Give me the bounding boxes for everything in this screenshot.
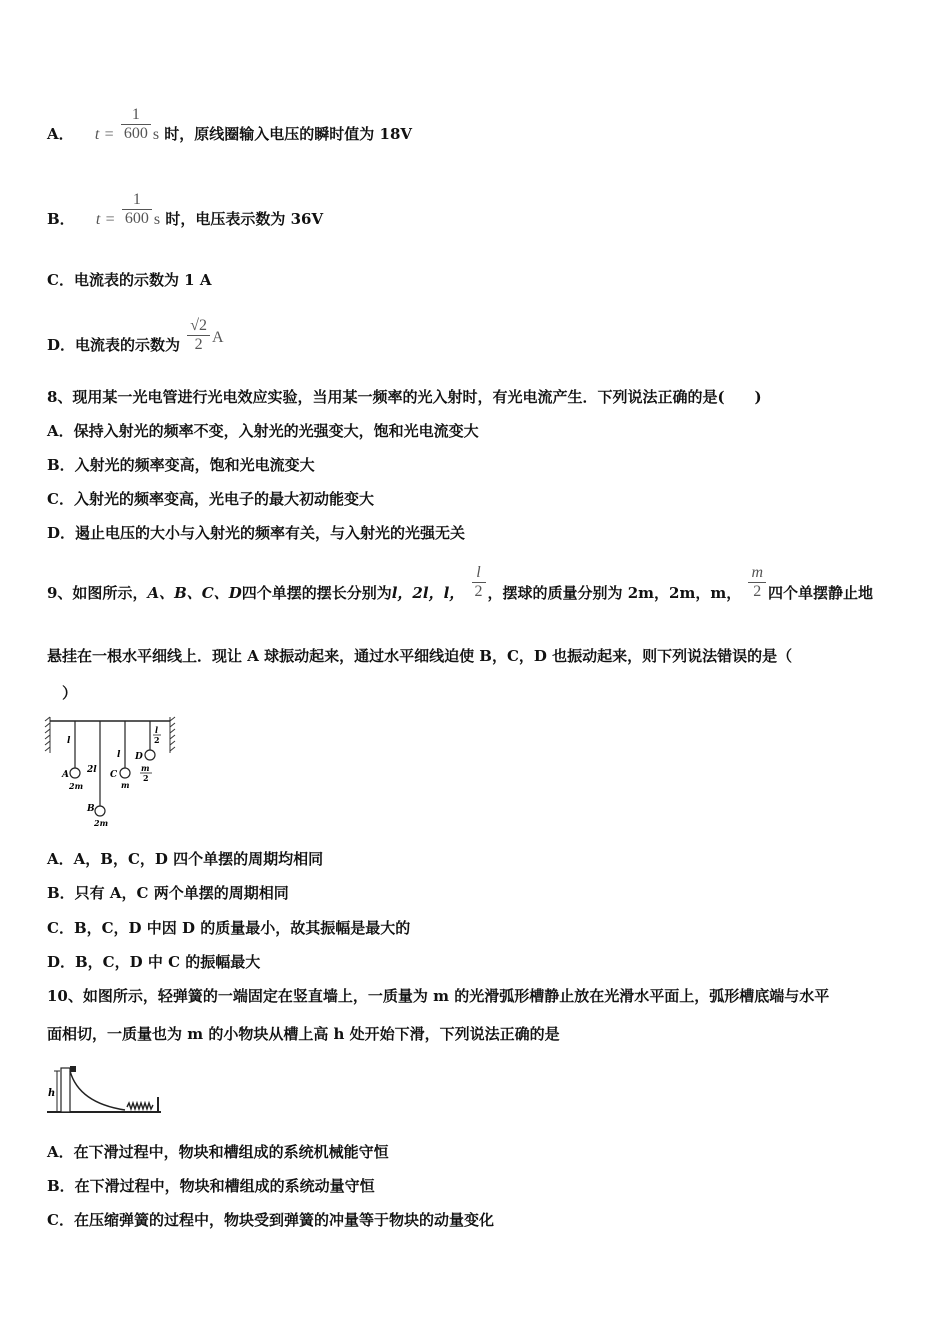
q8-option-a: A．保持入射光的频率不变，入射光的光强变大，饱和光电流变大 [47, 422, 479, 440]
q10-option-b: B．在下滑过程中，物块和槽组成的系统动量守恒 [47, 1177, 375, 1195]
q8-option-b: B．入射光的频率变高，饱和光电流变大 [47, 456, 315, 474]
pendulum-c-length: l [117, 750, 121, 760]
q7-option-c: C．电流表的示数为 1 A [47, 271, 212, 289]
pendulum-d-bob [145, 750, 155, 760]
fraction: $\frac{1}{600}$ [121, 106, 151, 143]
q8-option-c: C．入射光的频率变高，光电子的最大初动能变大 [47, 490, 374, 508]
q7-option-d: D．电流表的示数为 $\frac{√2}{2}$ A [47, 316, 224, 354]
fraction: $\frac{m}{2}$ [748, 564, 766, 601]
q10-option-a: A．在下滑过程中，物块和槽组成的系统机械能守恒 [47, 1143, 389, 1161]
pendulum-b-mass: 2m [94, 818, 109, 828]
q10-stem-line2: 面相切，一质量也为 m 的小物块从槽上高 h 处开始下滑，下列说法正确的是 [47, 1025, 560, 1043]
spring [127, 1103, 153, 1109]
right-wall [170, 717, 175, 753]
q9-option-a: A．A，B，C，D 四个单摆的周期均相同 [47, 850, 324, 868]
pendulum-a-mass: 2m [69, 781, 84, 791]
pendulum-d-mass-den: 2 [143, 773, 149, 783]
pendulum-c-bob [120, 768, 130, 778]
q9-option-c: C．B，C，D 中因 D 的质量最小，故其振幅是最大的 [47, 919, 411, 937]
q7-option-b: B． t = $\frac{1}{600}$ s 时，电压表示数为 36V [47, 190, 324, 228]
q9-stem-line3: ） [47, 684, 78, 702]
q8-stem: 8、现用某一光电管进行光电效应实验，当用某一频率的光入射时，有光电流产生．下列说法正确的是( ) [47, 388, 762, 406]
pendulum-b-bob [95, 806, 105, 816]
height-label: h [48, 1088, 56, 1099]
fraction: $\frac{l}{2}$ [472, 564, 486, 601]
pendulum-d-mass-num: m [141, 763, 150, 773]
pendulum-a-bob [70, 768, 80, 778]
q8-option-d: D．遏止电压的大小与入射光的频率有关，与入射光的光强无关 [47, 524, 466, 542]
pendulum-b-length: 2l [87, 765, 97, 775]
fraction: $\frac{1}{600}$ [122, 191, 152, 228]
pendulum-d-name: D [135, 752, 143, 762]
pendulum-a-name: A [62, 770, 69, 780]
pendulum-a-length: l [67, 736, 71, 746]
fraction: $\frac{√2}{2}$ [187, 317, 210, 354]
q10-stem-line1: 10、如图所示，轻弹簧的一端固定在竖直墙上，一质量为 m 的光滑弧形槽静止放在光滑水平面上，弧形槽底端与水平 [47, 987, 830, 1005]
pendulum-b-name: B [87, 804, 95, 814]
pendulum-c-name: C [110, 770, 118, 780]
left-wall [45, 717, 50, 753]
q9-stem-line2: 悬挂在一根水平细线上．现让 A 球振动起来，通过水平细线迫使 B，C，D 也振动起来，则下列说法错误的是（ [47, 647, 793, 665]
slope-spring-figure [45, 1063, 165, 1118]
block [70, 1066, 76, 1072]
q9-option-b: B．只有 A，C 两个单摆的周期相同 [47, 884, 289, 902]
pendulum-c-mass: m [121, 780, 130, 790]
pendulum-d-length-den: 2 [154, 735, 160, 745]
pendulum-d-length-num: l [155, 725, 159, 735]
pendulum-figure [42, 713, 182, 833]
q9-option-d: D．B，C，D 中 C 的振幅最大 [47, 953, 261, 971]
q7-option-a: A． t = $\frac{1}{600}$ s 时，原线圈输入电压的瞬时值为 18V [47, 105, 413, 143]
q9-stem-line1: 9、如图所示，A、B、C、D四个单摆的摆长分别为l，2l，l， $\frac{l}{2}$ ，摆球的质量分别为 2m，2m，m， $\frac{m}{2}$ 四个单摆静止地 [47, 563, 874, 602]
q10-option-c: C．在压缩弹簧的过程中，物块受到弹簧的冲量等于物块的动量变化 [47, 1211, 494, 1229]
groove-arc [70, 1071, 125, 1110]
groove-block [61, 1068, 70, 1112]
